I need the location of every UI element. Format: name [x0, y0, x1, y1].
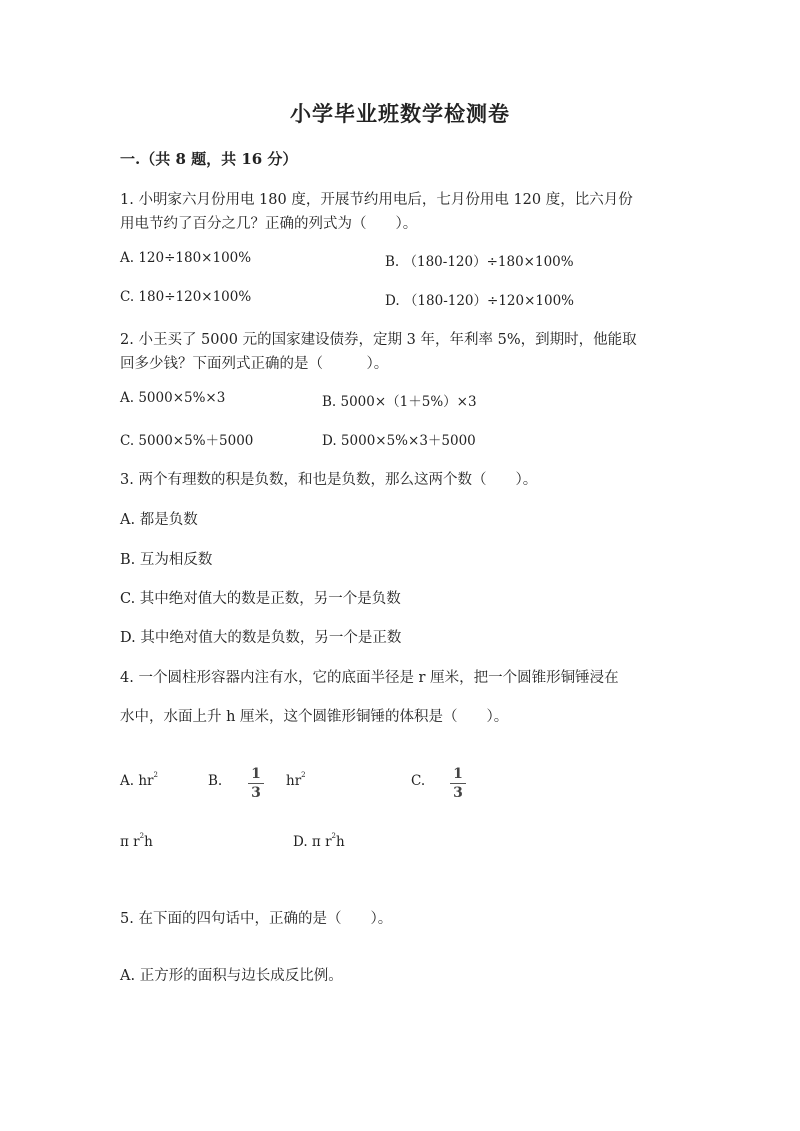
q2-option-c: C. 5000×5%＋5000	[120, 433, 254, 449]
q4-option-b-exponent: 2	[301, 771, 306, 779]
q3-option-a: A. 都是负数	[120, 512, 198, 528]
fraction-bar	[248, 783, 264, 784]
q4-option-b-label: B.	[208, 773, 223, 789]
q4-option-c-tail-h: h	[144, 834, 153, 850]
q4-option-a-text: A. hr	[120, 773, 154, 789]
q4-option-b-denominator: 3	[251, 785, 261, 801]
q1-option-c: C. 180÷120×100%	[120, 289, 252, 305]
q3-option-d: D. 其中绝对值大的数是负数，另一个是正数	[120, 630, 402, 646]
page-title: 小学毕业班数学检测卷	[290, 101, 510, 126]
q4-option-d-tail-h: h	[336, 834, 345, 850]
q4-option-b-fraction	[248, 766, 264, 801]
q4-option-d	[293, 834, 345, 850]
q1-text-line2: 用电节约了百分之几？正确的列式为（ ）。	[120, 216, 418, 232]
q4-option-c-exponent: 2	[139, 832, 145, 840]
q3-option-c: C. 其中绝对值大的数是正数，另一个是负数	[120, 591, 401, 607]
q4-option-c-fraction	[450, 766, 466, 801]
q4-option-b-numerator: 1	[251, 766, 261, 782]
q4-option-a	[120, 773, 158, 789]
q4-option-b-tail	[286, 773, 306, 789]
q5-text-line1: 5. 在下面的四句话中，正确的是（ ）。	[120, 911, 393, 927]
q4-option-d-exponent: 2	[331, 832, 337, 840]
q4-option-c-denominator: 3	[453, 785, 463, 801]
q2-text-line1: 2. 小王买了 5000 元的国家建设债券，定期 3 年，年利率 5%，到期时，他能取	[120, 332, 637, 348]
q2-option-a: A. 5000×5%×3	[120, 390, 226, 406]
q2-option-d: D. 5000×5%×3＋5000	[322, 433, 476, 449]
q4-option-b-tail-text: hr	[286, 773, 302, 789]
q3-text-line1: 3. 两个有理数的积是负数，和也是负数，那么这两个数（ ）。	[120, 472, 538, 488]
q1-option-d: D. （180-120）÷120×100%	[385, 293, 575, 309]
q4-option-a-exponent: 2	[153, 771, 158, 779]
section-heading: 一.（共 8 题，共 16 分）	[120, 150, 298, 168]
q4-option-c-tail-text: π r	[120, 834, 140, 850]
q4-text-line2: 水中，水面上升 h 厘米，这个圆锥形铜锤的体积是（ ）。	[120, 709, 509, 725]
q3-option-b: B. 互为相反数	[120, 552, 213, 568]
q2-option-b: B. 5000×（1＋5%）×3	[322, 394, 477, 410]
q4-option-d-text: D. π r	[293, 834, 332, 850]
q4-option-c-label: C.	[411, 773, 426, 789]
q1-option-a: A. 120÷180×100%	[120, 250, 252, 266]
q5-option-a: A. 正方形的面积与边长成反比例。	[120, 968, 343, 984]
fraction-bar	[450, 783, 466, 784]
q1-option-b: B. （180-120）÷180×100%	[385, 254, 574, 270]
q4-text-line1: 4. 一个圆柱形容器内注有水，它的底面半径是 r 厘米，把一个圆锥形铜锤浸在	[120, 670, 619, 686]
q2-text-line2: 回多少钱？下面列式正确的是（ ）。	[120, 356, 389, 372]
q1-text-line1: 1. 小明家六月份用电 180 度，开展节约用电后，七月份用电 120 度，比六月份	[120, 192, 633, 208]
q4-option-c-tail	[120, 834, 153, 850]
q4-option-c-numerator: 1	[453, 766, 463, 782]
